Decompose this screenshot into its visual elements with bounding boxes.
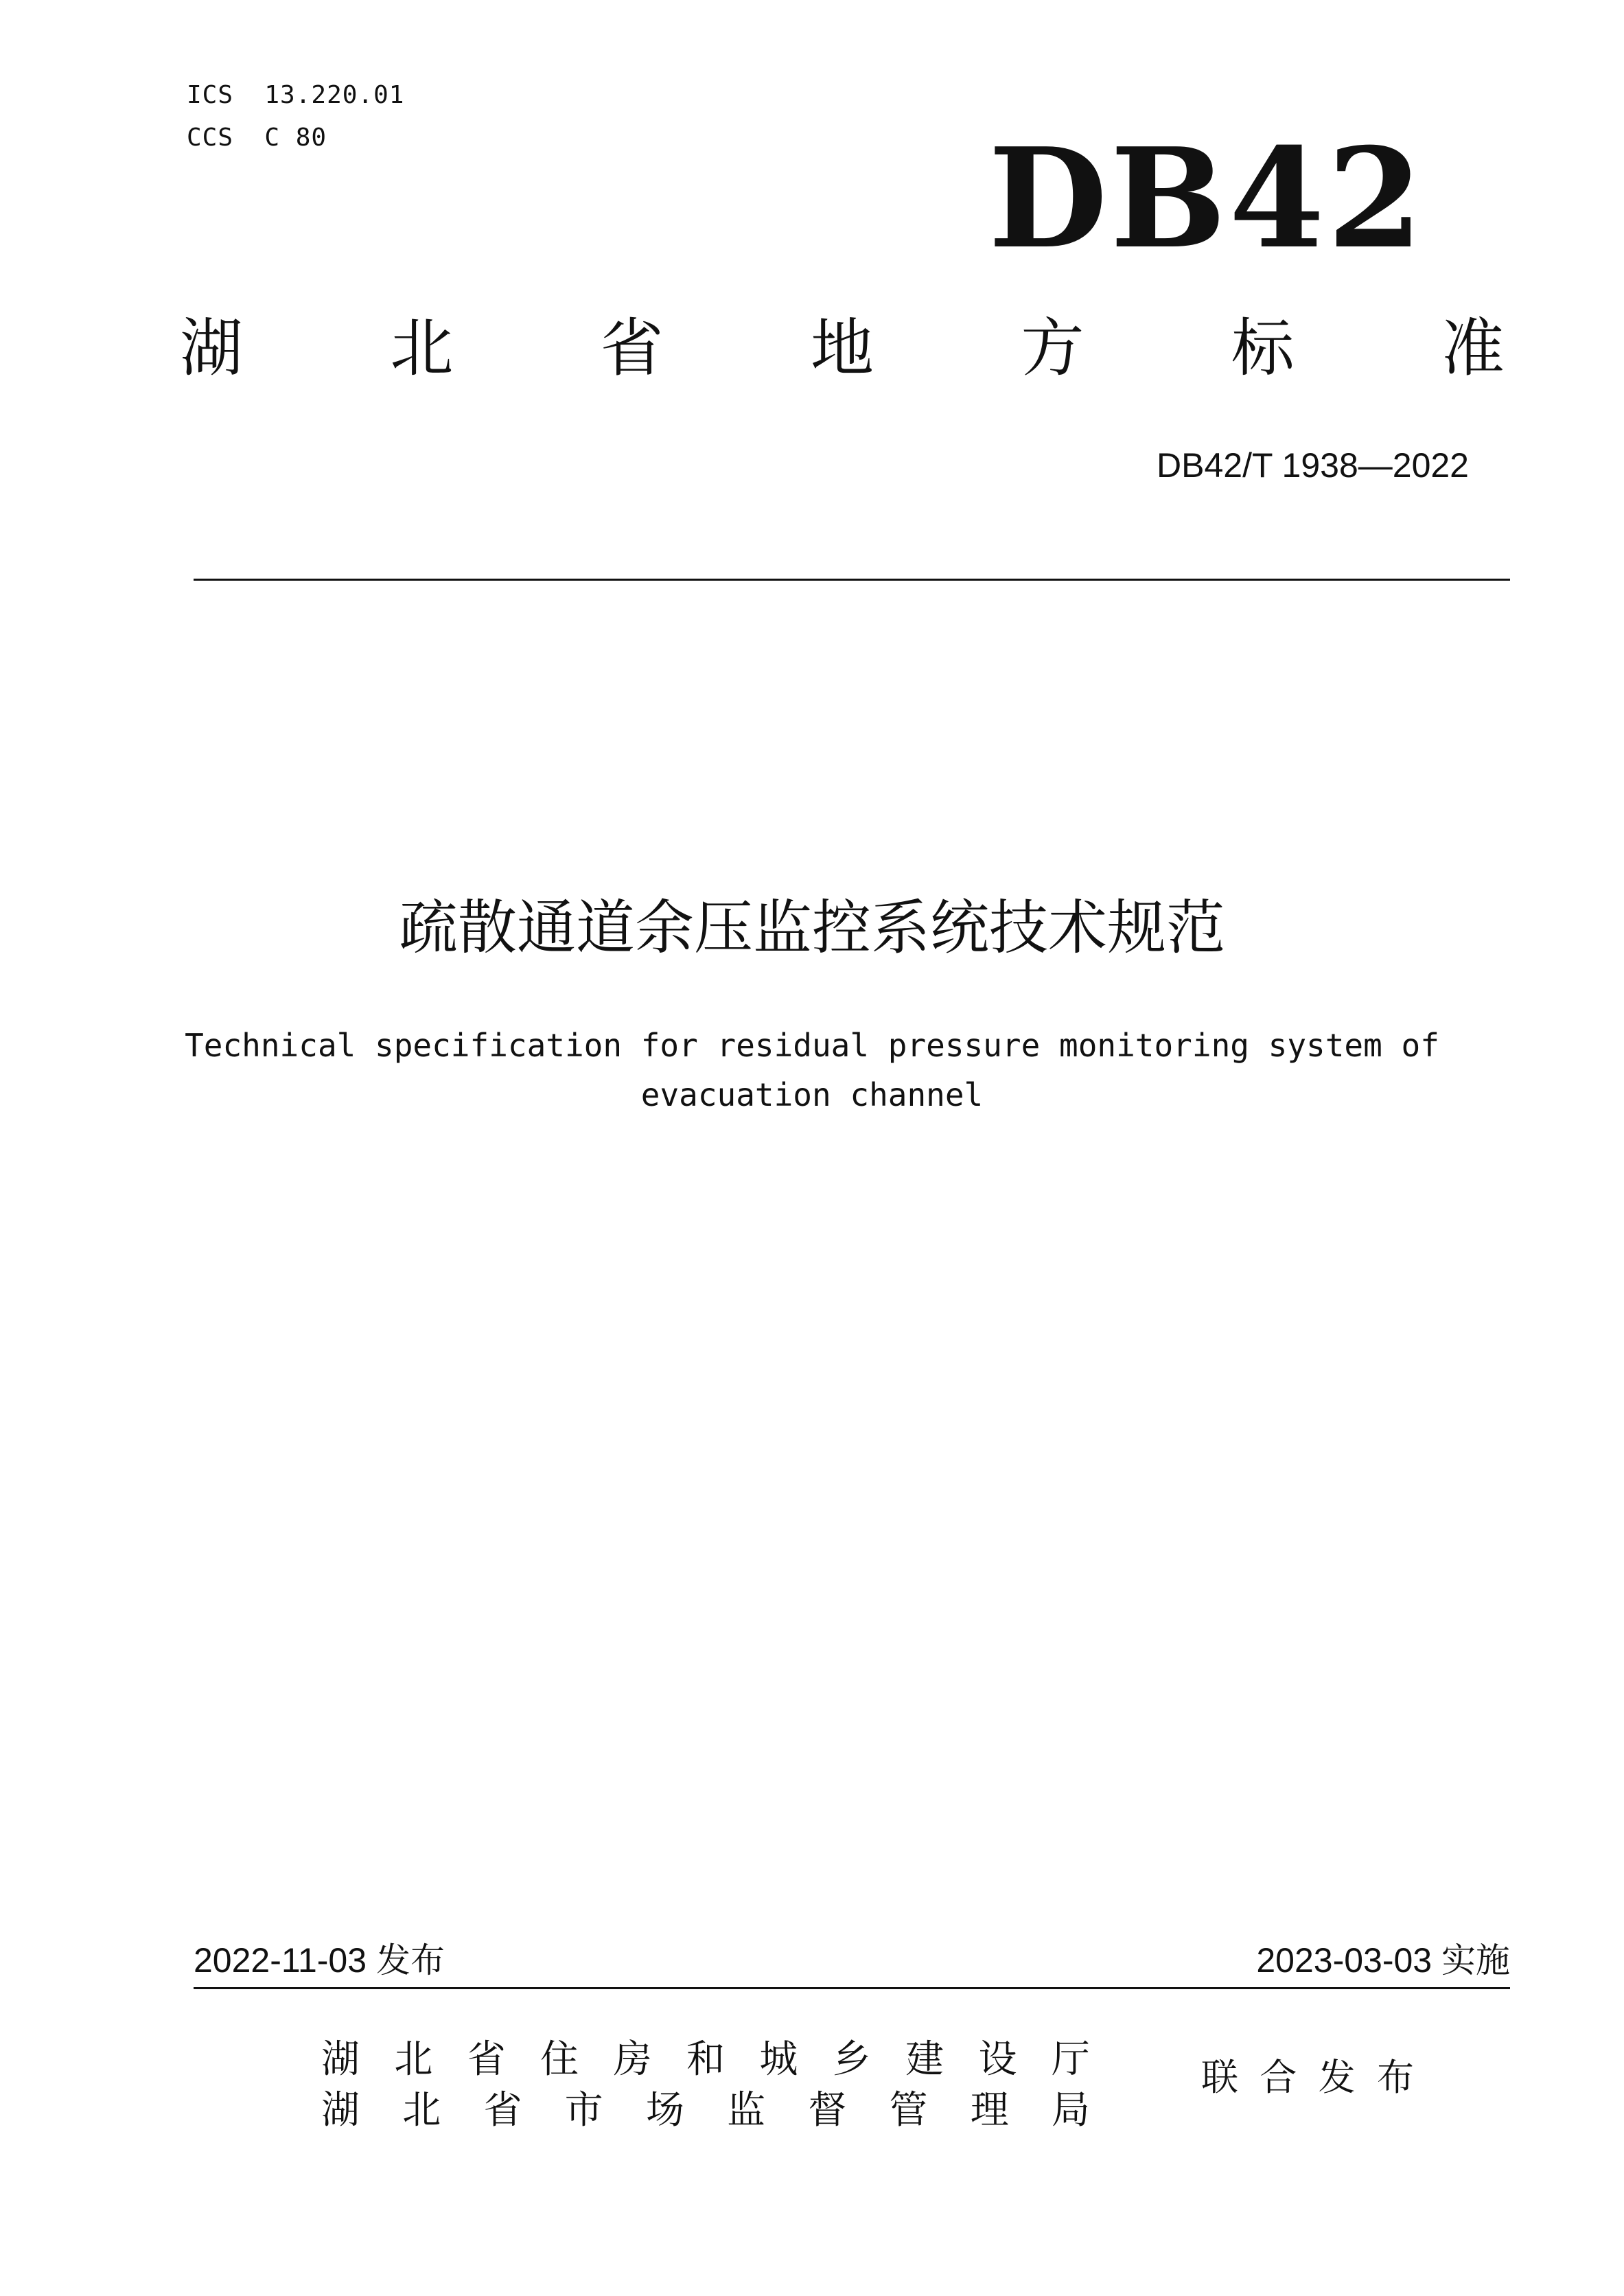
issuer-char: 监 <box>727 2088 766 2133</box>
header-divider <box>194 579 1510 581</box>
issuer-char: 住 <box>540 2037 579 2082</box>
ccs-code: CCS C 80 <box>187 124 327 152</box>
standard-mark: DB42 <box>988 118 1426 279</box>
joint-issue-char: 布 <box>1376 2056 1414 2099</box>
standard-kind-heading <box>180 308 1505 390</box>
issuer-char: 建 <box>905 2037 944 2082</box>
issue-date: 2022-11-03 发布 <box>194 1941 445 1980</box>
standard-kind-char: 准 <box>1441 312 1505 385</box>
issuer-char: 省 <box>467 2037 506 2082</box>
issuer-char: 市 <box>564 2088 603 2133</box>
document-title-zh: 疏散通道余压监控系统技术规范 <box>399 894 1225 962</box>
document-title-en-line2: evacuation channel <box>640 1076 984 1113</box>
issuer-char: 房 <box>613 2037 652 2082</box>
standard-kind-char: 北 <box>390 312 454 385</box>
standard-kind-char: 省 <box>600 312 664 385</box>
issuer-char: 和 <box>686 2037 725 2082</box>
issuer-char: 北 <box>402 2088 441 2133</box>
issuer-line-1 <box>321 2036 1090 2084</box>
issuer-char: 省 <box>483 2088 522 2133</box>
issuer-char: 北 <box>394 2037 433 2082</box>
issuer-char: 城 <box>759 2037 798 2082</box>
joint-issue-char: 发 <box>1318 2056 1356 2099</box>
issuer-char: 场 <box>645 2088 684 2133</box>
ics-code: ICS 13.220.01 <box>187 81 405 109</box>
joint-issue-char: 合 <box>1260 2056 1297 2099</box>
implementation-date: 2023-03-03 实施 <box>1256 1941 1510 1980</box>
standard-kind-char: 方 <box>1021 312 1084 385</box>
joint-issue-label <box>1201 2054 1414 2102</box>
issuer-line-2 <box>321 2087 1090 2135</box>
issuer-char: 设 <box>978 2037 1017 2082</box>
standard-kind-char: 湖 <box>180 312 244 385</box>
document-title-en-line1: Technical specification for residual pressure monitoring system of <box>185 1027 1439 1064</box>
standard-number: DB42/T 1938—2022 <box>1157 446 1469 485</box>
issuer-char: 乡 <box>832 2037 871 2082</box>
issuer-char: 理 <box>970 2088 1009 2133</box>
standard-kind-char: 地 <box>810 312 874 385</box>
issuer-char: 湖 <box>321 2088 360 2133</box>
issuer-char: 督 <box>808 2088 847 2133</box>
standard-kind-char: 标 <box>1231 312 1295 385</box>
issuer-char: 湖 <box>321 2037 360 2082</box>
issuer-char: 管 <box>889 2088 928 2133</box>
issuer-char: 局 <box>1051 2088 1090 2133</box>
issuer-char: 厅 <box>1051 2037 1090 2082</box>
footer-divider <box>194 1987 1510 1989</box>
joint-issue-char: 联 <box>1201 2056 1238 2099</box>
